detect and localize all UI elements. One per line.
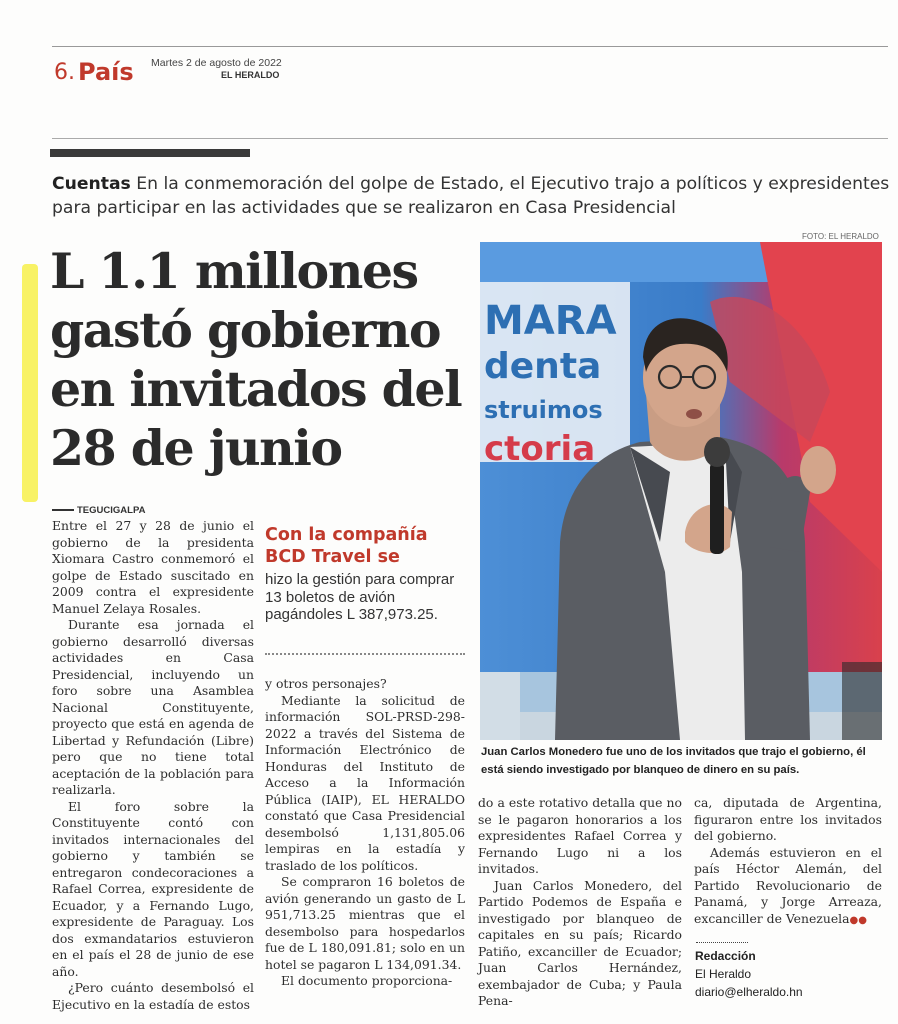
issue-date: Martes 2 de agosto de 2022 xyxy=(151,57,282,69)
end-mark-icon: ●● xyxy=(849,914,867,926)
banner-text-1: MARA xyxy=(484,298,617,344)
yellow-highlight-mark xyxy=(22,264,38,502)
paragraph: Mediante la solicitud de información SOL-PRSD-298-2022 a través del Sistema de Información Electrónico de Honduras del Instituto de Acceso a la Información Pública (IAIP), EL HERALDO constató que Casa Presidencial desembolsó 1,131,805.06 lempiras en la estadía y traslado de los políticos. xyxy=(265,692,465,873)
article-column-2 xyxy=(265,676,465,990)
paragraph: ca, diputada de Argentina, figuraron entre los invitados del gobierno. xyxy=(694,795,882,843)
signature-divider xyxy=(696,942,748,943)
kicker-text: En la conmemoración del golpe de Estado, el Ejecutivo trajo a políticos y expresidentes para participar en las actividades que se realizaron en Casa Presidencial xyxy=(52,174,890,218)
pullquote-body: hizo la gestión para comprar 13 boletos de avión pagándoles L 387,973.25. xyxy=(265,571,455,623)
paragraph: Durante esa jornada el gobierno desarrolló diversas actividades en Casa Presidencial, incluyendo un foro sobre una Asamblea Nacional Constituyente, proyecto que está en agenda de Libertad y Refundación (Libre) pero que no tiene total aceptación de la población para realizarla. xyxy=(52,617,254,797)
paragraph: Entre el 27 y 28 de junio el gobierno de la presidenta Xiomara Castro conmemoró el golpe de Estado suscitado en 2009 contra el expresidente Manuel Zelaya Rosales. xyxy=(52,518,254,616)
banner-text-3: struimos xyxy=(484,396,603,424)
photo-illustration xyxy=(480,242,882,740)
photo-caption: Juan Carlos Monedero fue uno de los invitados que trajo el gobierno, él está siendo investigado por blanqueo de dinero en su país. xyxy=(481,746,866,776)
paragraph: El documento proporciona- xyxy=(281,973,453,988)
paragraph: do a este rotativo detalla que no se le pagaron honorarios a los expresidentes Rafael Correa y Fernando Lugo ni a los invitados. xyxy=(478,795,682,876)
byline-outlet: El Heraldo xyxy=(695,967,752,981)
kicker-bar xyxy=(50,149,250,157)
banner-text-4: ctoria xyxy=(484,429,596,469)
header-rule xyxy=(52,138,888,139)
paragraph: El foro sobre la Constituyente contó con invitados internacionales del gobierno y también se entregaron condecoraciones a Rafael Correa, expresidente de Ecuador, y a Fernando Lugo, expresidente de Paraguay. Los dos exmandatarios estuvieron en el país el 28 de junio de ese año. xyxy=(52,798,254,979)
newspaper-name: EL HERALDO xyxy=(221,70,280,80)
page-number: 6. xyxy=(54,60,75,85)
top-rule xyxy=(52,46,888,47)
news-photo xyxy=(480,242,882,740)
photo-credit: FOTO: EL HERALDO xyxy=(802,232,879,241)
pullquote-divider xyxy=(265,653,465,655)
byline-email: diario@elheraldo.hn xyxy=(695,985,803,999)
paragraph: y otros personajes? xyxy=(265,676,387,691)
headline: L 1.1 millones gastó gobierno en invitados del 28 de junio xyxy=(50,242,462,477)
article-column-4 xyxy=(694,795,882,929)
paragraph xyxy=(694,845,882,930)
kicker xyxy=(52,172,892,220)
paragraph: Juan Carlos Monedero, del Partido Podemos de España e investigado por blanqueo de capitales en su país; Ricardo Patiño, excanciller de Ecuador; Juan Carlos Hernández, exembajador de Cuba; y Paula Pena- xyxy=(478,877,682,1008)
dateline: TEGUCIGALPA xyxy=(52,505,145,516)
paragraph-text: Además estuvieron en el país Héctor Alemán, del Partido Revolucionario de Panamá, y Jorge Arreaza, excanciller de Venezuela xyxy=(694,844,882,926)
banner-text-2: denta xyxy=(484,346,602,387)
section-title: País xyxy=(78,58,134,86)
kicker-label: Cuentas xyxy=(52,174,131,194)
byline-name: Redacción xyxy=(695,949,756,963)
paragraph: ¿Pero cuánto desembolsó el Ejecutivo en la estadía de estos xyxy=(52,980,254,1012)
paragraph: Se compraron 16 boletos de avión generando un gasto de L 951,713.25 mientras que el desembolso para hospedarlos fue de L 180,091.81; solo en un hotel se pagaron L 134,091.34. xyxy=(265,874,465,972)
article-column-1 xyxy=(52,518,254,1013)
article-column-3 xyxy=(478,795,682,1010)
pullquote-title: Con la compañía BCD Travel se xyxy=(265,525,428,567)
